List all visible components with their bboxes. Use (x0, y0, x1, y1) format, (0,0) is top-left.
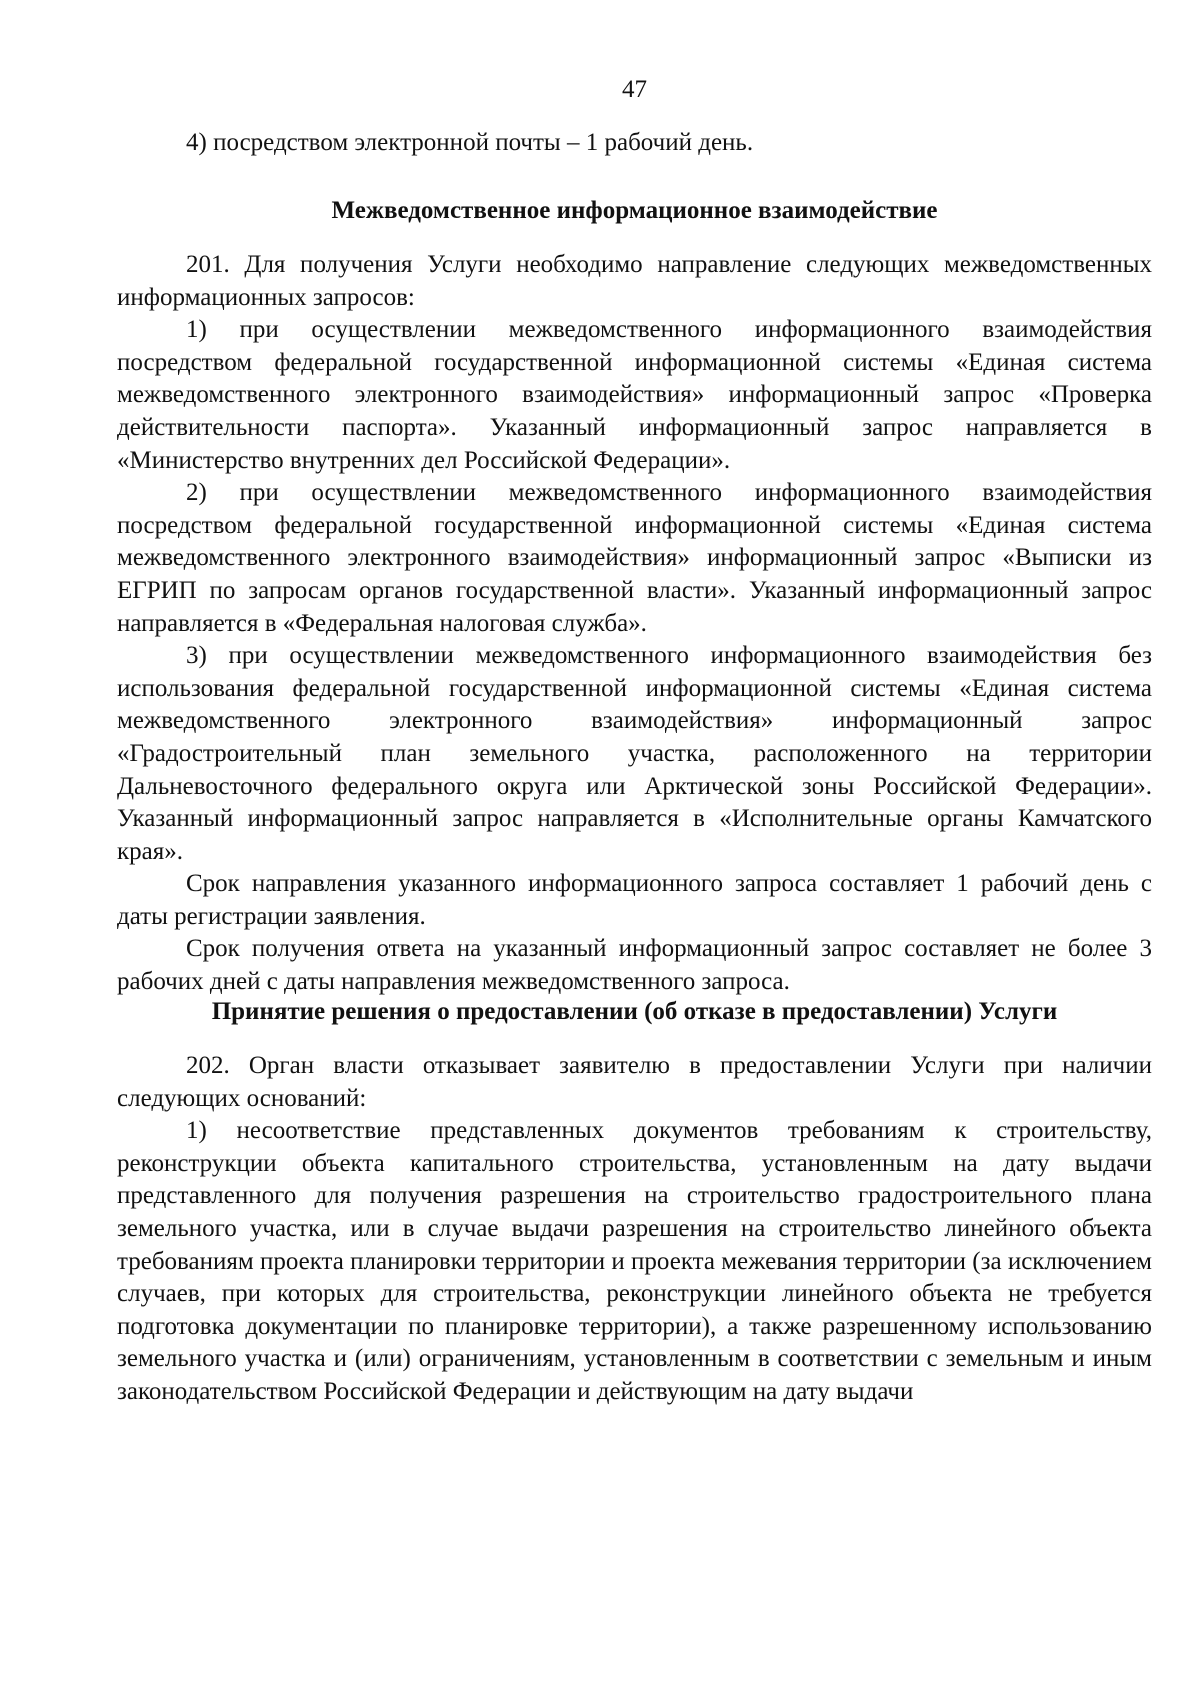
section-interagency (117, 195, 1152, 227)
section-heading-interagency: Межведомственное информационное взаимодействие (331, 197, 938, 224)
paragraph-201-send-term: Срок направления указанного информационного запроса составляет 1 рабочий день с даты регистрации заявления. (117, 870, 1152, 930)
paragraph-201: 201. Для получения Услуги необходимо направление следующих межведомственных информационных запросов: (117, 251, 1152, 311)
section-decision (117, 996, 1152, 1028)
paragraph-lead: 4) посредством электронной почты – 1 рабочий день. (186, 129, 754, 156)
paragraph-202: 202. Орган власти отказывает заявителю в предоставлении Услуги при наличии следующих оснований: (117, 1052, 1152, 1112)
paragraph-201-item-2: 2) при осуществлении межведомственного информационного взаимодействия посредством федеральной государственной информационной системы «Единая система межведомственного электронного взаимодействия» информационный запрос «Выписки из ЕГРИП по запросам органов государственной власти». Указанный информационный запрос направляется в «Федеральная налоговая служба». (117, 479, 1152, 637)
section-heading-decision: Принятие решения о предоставлении (об отказе в предоставлении) Услуги (211, 998, 1058, 1025)
section-interagency-body (117, 249, 1152, 999)
page-number: 47 (622, 76, 647, 103)
paragraph-202-item-1: 1) несоответствие представленных документов требованиям к строительству, реконструкции объекта капитального строительства, установленным на дату выдачи представленного для получения разрешения на строительство градостроительного плана земельного участка, или в случае выдачи разрешения на строительство линейного объекта требованиям проекта планировки территории и проекта межевания территории (за исключением случаев, при которых для строительства, реконструкции линейного объекта не требуется подготовка документации по планировке территории), а также разрешенному использованию земельного участка и (или) ограничениям, установленным в соответствии с земельным и иным законодательством Российской Федерации и действующим на дату выдачи (117, 1117, 1152, 1405)
lead-block (117, 127, 1152, 160)
paragraph-201-response-term: Срок получения ответа на указанный информационный запрос составляет не более 3 рабочих дней с даты направления межведомственного запроса. (117, 935, 1152, 996)
section-decision-body (117, 1050, 1152, 1409)
paragraph-201-item-3: 3) при осуществлении межведомственного информационного взаимодействия без использования федеральной государственной информационной системы «Единая система межведомственного электронного взаимодействия» информационный запрос «Градостроительный план земельного участка, расположенного на территории Дальневосточного федерального округа или Арктической зоны Российской Федерации». Указанный информационный запрос направляется в «Исполнительные органы Камчатского края». (117, 642, 1152, 865)
paragraph-201-item-1: 1) при осуществлении межведомственного информационного взаимодействия посредством федеральной государственной информационной системы «Единая система межведомственного электронного взаимодействия» информационный запрос «Проверка действительности паспорта». Указанный информационный запрос направляется в «Министерство внутренних дел Российской Федерации». (117, 316, 1152, 474)
